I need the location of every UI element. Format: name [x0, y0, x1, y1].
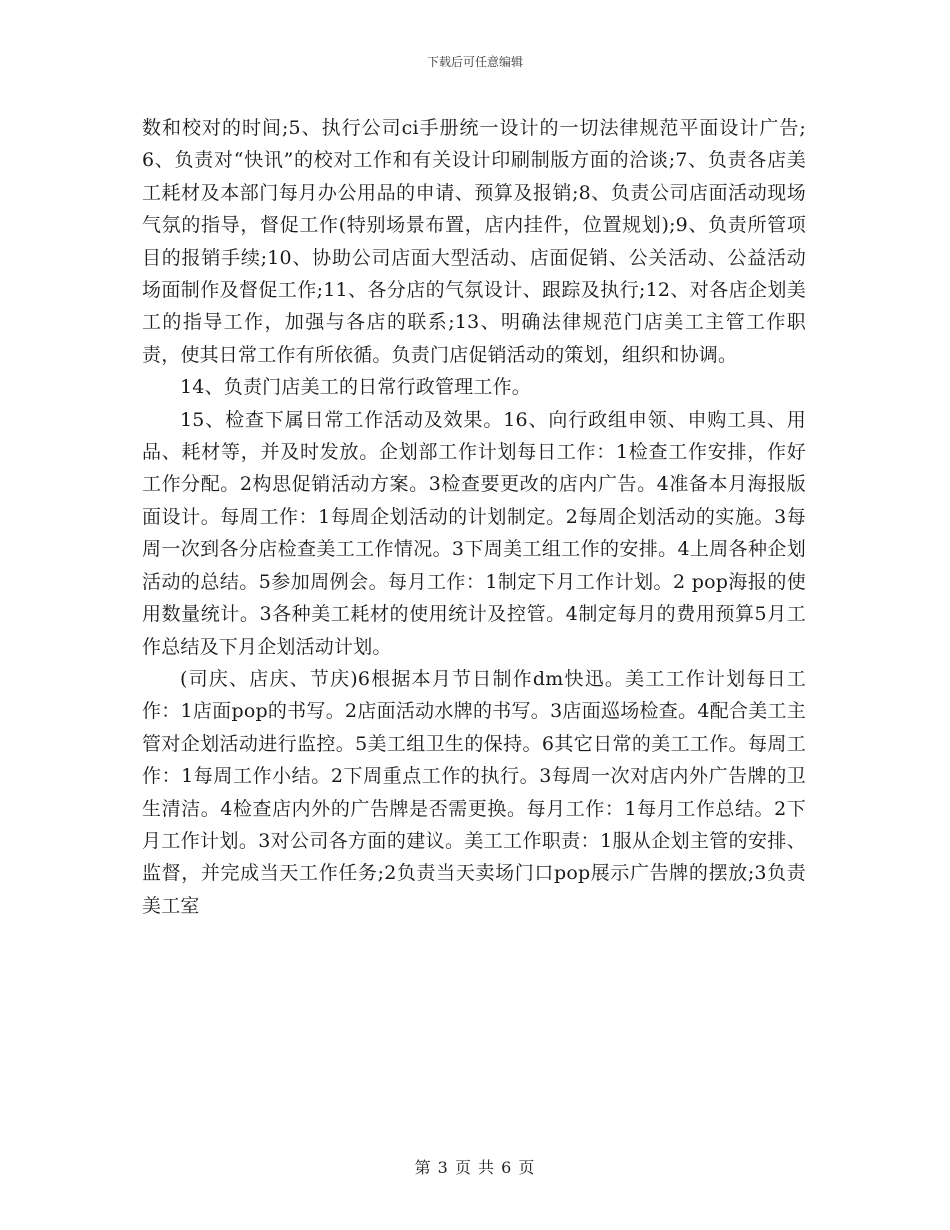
page-header: 下载后可任意编辑 — [426, 55, 523, 69]
paragraph-3: 15、检查下属日常工作活动及效果。16、向行政组申领、申购工具、用品、耗材等，并及时发放。企划部工作计划每日工作：1检查工作安排，作好工作分配。2构思促销活动方案。3检查要更改的店内广告。4准备本月海报版面设计。每周工作：1每周企划活动的计划制定。2每周企划活动的实施。3每周一次到各分店检查美工工作情况。3下周美工组工作的安排。4上周各种企划活动的总结。5参加周例会。每月工作：1制定下月工作计划。2 pop海报的使用数量统计。3各种美工耗材的使用统计及控管。4制定每月的费用预算5月工作总结及下月企划活动计划。 — [142, 408, 806, 658]
document-body — [142, 112, 806, 922]
paragraph-2: 14、负责门店美工的日常行政管理工作。 — [180, 376, 531, 399]
paragraph-1: 数和校对的时间;5、执行公司ci手册统一设计的一切法律规范平面设计广告;6、负责对“快讯”的校对工作和有关设计印刷制版方面的洽谈;7、负责各店美工耗材及本部门每月办公用品的申请、预算及报销;8、负责公司店面活动现场气氛的指导，督促工作(特别场景布置，店内挂件，位置规划);9、负责所管项目的报销手续;10、协助公司店面大型活动、店面促销、公关活动、公益活动场面制作及督促工作;11、各分店的气氛设计、跟踪及执行;12、对各店企划美工的指导工作，加强与各店的联系;13、明确法律规范门店美工主管工作职责，使其日常工作有所依循。负责门店促销活动的策划，组织和协调。 — [142, 117, 806, 366]
paragraph-4: (司庆、店庆、节庆)6根据本月节日制作dm快迅。美工工作计划每日工作：1店面pop的书写。2店面活动水牌的书写。3店面巡场检查。4配合美工主管对企划活动进行监控。5美工组卫生的保持。6其它日常的美工工作。每周工作：1每周工作小结。2下周重点工作的执行。3每周一次对店内外广告牌的卫生清洁。4检查店内外的广告牌是否需更换。每月工作：1每月工作总结。2下月工作计划。3对公司各方面的建议。美工工作职责：1服从企划主管的安排、监督，并完成当天工作任务;2负责当天卖场门口pop展示广告牌的摆放;3负责美工室 — [142, 667, 806, 917]
page-number-footer: 第 3 页 共 6 页 — [414, 1158, 536, 1177]
